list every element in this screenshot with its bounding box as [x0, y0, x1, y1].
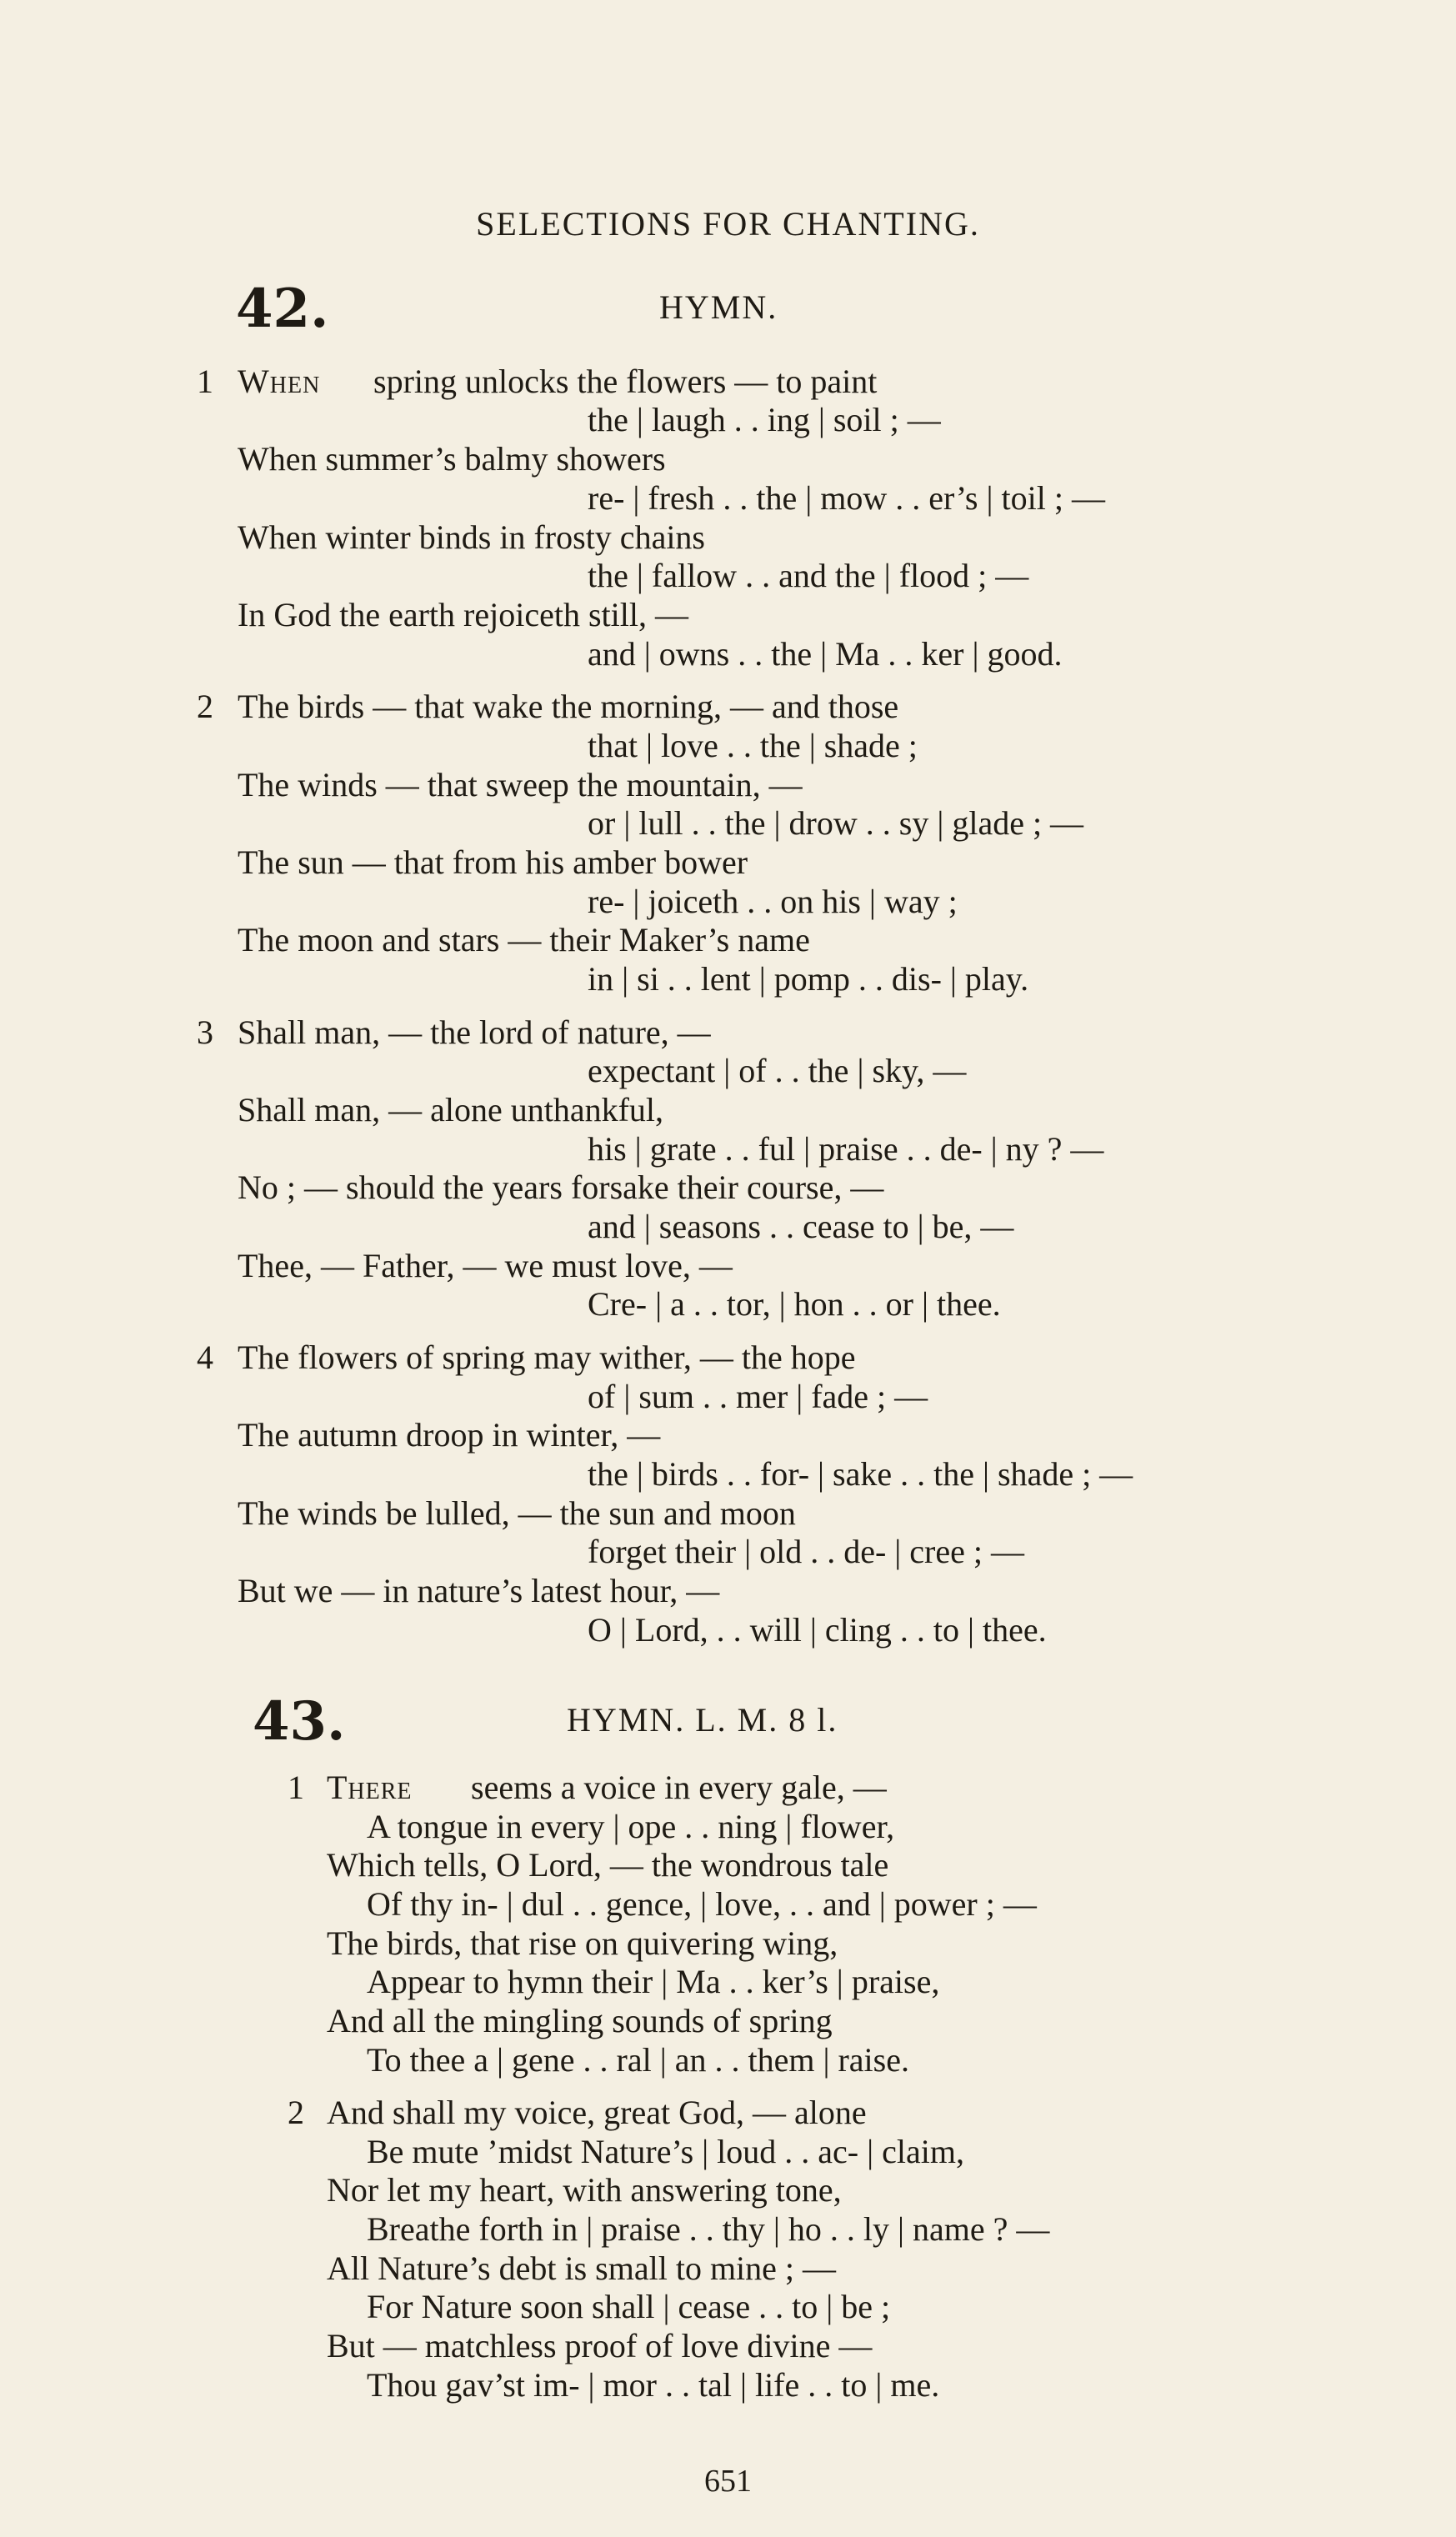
- hymn-line: O | Lord, . . will | cling . . to | thee.: [588, 1611, 1047, 1649]
- hymn-number: 43.: [253, 1690, 346, 1753]
- hymn-number: 42.: [236, 278, 329, 340]
- hymn-line: But we — in nature’s latest hour, —: [238, 1572, 720, 1609]
- hymn-line: Shall man, — alone unthankful,: [238, 1091, 664, 1128]
- hymn-line: The birds, that rise on quivering wing,: [327, 1924, 838, 1962]
- stanza-number: 1: [197, 363, 213, 400]
- stanza-number: 4: [197, 1339, 213, 1376]
- hymn-line: No ; — should the years forsake their course, —: [238, 1168, 884, 1206]
- hymn-line: When summer’s balmy showers: [238, 440, 666, 478]
- hymn-line: or | lull . . the | drow . . sy | glade ; —: [588, 804, 1084, 842]
- hymn-line: Breathe forth in | praise . . thy | ho . . ly | name ? —: [367, 2210, 1050, 2248]
- stanza-number: 2: [288, 2094, 304, 2131]
- hymn-line: The autumn droop in winter, —: [238, 1416, 661, 1454]
- hymn-line: And all the mingling sounds of spring: [327, 2002, 833, 2039]
- hymn-line: The moon and stars — their Maker’s name: [238, 921, 810, 958]
- hymn-line: Thou gav’st im- | mor . . tal | life . . to | me.: [367, 2366, 940, 2404]
- hymn-line: spring unlocks the flowers — to paint: [373, 363, 878, 400]
- hymn-line: A tongue in every | ope . . ning | flower,: [367, 1808, 895, 1845]
- page-header: SELECTIONS FOR CHANTING.: [476, 205, 980, 243]
- hymn-line: But — matchless proof of love divine —: [327, 2327, 873, 2364]
- hymn-line: All Nature’s debt is small to mine ; —: [327, 2249, 837, 2287]
- hymn-line: Shall man, — the lord of nature, —: [238, 1013, 711, 1051]
- hymn-line: the | fallow . . and the | flood ; —: [588, 557, 1029, 594]
- hymn-line: The winds be lulled, — the sun and moon: [238, 1494, 796, 1532]
- hymn-line: The flowers of spring may wither, — the hope: [238, 1339, 856, 1376]
- hymn-line: expectant | of . . the | sky, —: [588, 1052, 967, 1089]
- hymn-line: The sun — that from his amber bower: [238, 843, 748, 881]
- stanza-number: 3: [197, 1013, 213, 1051]
- hymn-line: There: [327, 1769, 413, 1806]
- hymn-line: Which tells, O Lord, — the wondrous tale: [327, 1846, 889, 1884]
- hymn-line: When: [238, 363, 321, 400]
- stanza-number: 1: [288, 1769, 304, 1806]
- hymn-line: the | laugh . . ing | soil ; —: [588, 401, 941, 438]
- hymn-line: And shall my voice, great God, — alone: [327, 2094, 867, 2131]
- hymn-line: Appear to hymn their | Ma . . ker’s | praise,: [367, 1963, 940, 2000]
- hymn-line: and | owns . . the | Ma . . ker | good.: [588, 635, 1063, 673]
- hymn-line: seems a voice in every gale, —: [471, 1769, 887, 1806]
- hymn-line: To thee a | gene . . ral | an . . them | raise.: [367, 2041, 909, 2079]
- hymn-line: In God the earth rejoiceth still, —: [238, 596, 688, 633]
- hymn-line: his | grate . . ful | praise . . de- | ny ? —: [588, 1130, 1104, 1168]
- hymn-line: For Nature soon shall | cease . . to | be ;: [367, 2288, 891, 2325]
- hymn-line: of | sum . . mer | fade ; —: [588, 1378, 928, 1415]
- hymn-line: Thee, — Father, — we must love, —: [238, 1247, 733, 1284]
- hymn-line: that | love . . the | shade ;: [588, 727, 918, 764]
- hymn-line: re- | fresh . . the | mow . . er’s | toil ; —: [588, 479, 1105, 517]
- page-number: 651: [704, 2464, 752, 2499]
- hymn-line: in | si . . lent | pomp . . dis- | play.: [588, 960, 1029, 998]
- hymn-line: Be mute ’midst Nature’s | loud . . ac- | claim,: [367, 2133, 964, 2170]
- hymn-title: HYMN. L. M. 8 l.: [567, 1701, 838, 1739]
- hymn-line: The winds — that sweep the mountain, —: [238, 766, 803, 803]
- hymn-title: HYMN.: [659, 288, 778, 326]
- hymn-line: the | birds . . for- | sake . . the | shade ; —: [588, 1455, 1133, 1493]
- hymn-line: Nor let my heart, with answering tone,: [327, 2171, 842, 2209]
- hymn-line: re- | joiceth . . on his | way ;: [588, 883, 958, 920]
- hymn-line: When winter binds in frosty chains: [238, 518, 705, 556]
- hymn-line: Of thy in- | dul . . gence, | love, . . and | power ; —: [367, 1885, 1037, 1923]
- hymn-line: and | seasons . . cease to | be, —: [588, 1208, 1014, 1245]
- hymn-line: forget their | old . . de- | cree ; —: [588, 1533, 1024, 1570]
- hymn-line: Cre- | a . . tor, | hon . . or | thee.: [588, 1285, 1001, 1323]
- stanza-number: 2: [197, 688, 213, 725]
- hymn-line: The birds — that wake the morning, — and those: [238, 688, 899, 725]
